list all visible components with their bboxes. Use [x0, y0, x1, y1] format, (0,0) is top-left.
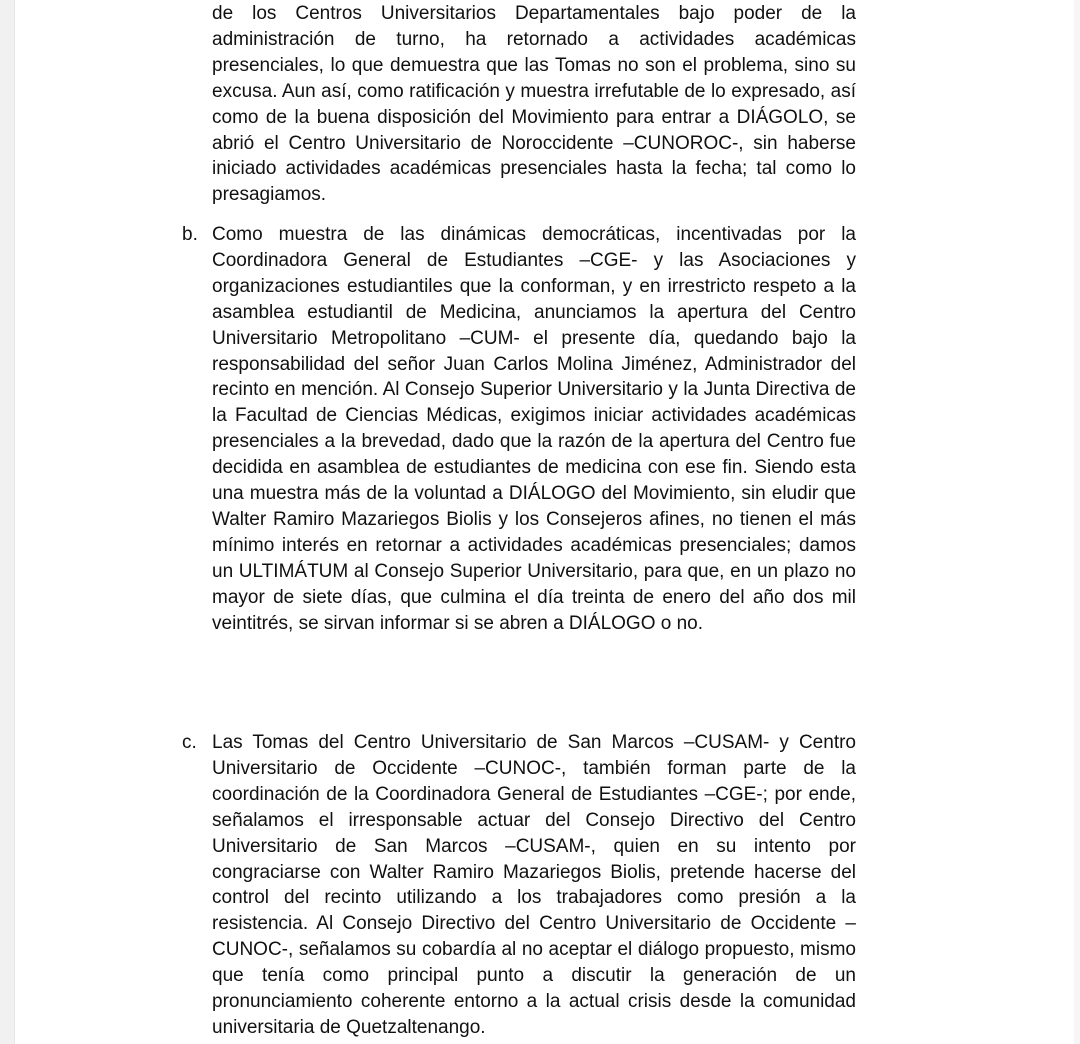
continuation-paragraph: de los Centros Universitarios Departamentales bajo poder de la administración de turno, ha retornado a actividades académicas presenciales, lo que demuestra que las Tomas no son el problema, sino su excusa. Aun así, como ratificación y muestra irrefutable de lo expresado, así como de la buena disposición del Movimiento para entrar a DIÁGOLO, se abrió el Centro Universitario de Noroccidente –CUNOROC-, sin haberse iniciado actividades académicas presenciales hasta la fecha; tal como lo presagiamos. [212, 3, 856, 206]
list-marker-b: b. [182, 224, 198, 245]
list-item-b-text: Como muestra de las dinámicas democráticas, incentivadas por la Coordinadora General de Estudiantes –CGE- y las Asociaciones y organizaciones estudiantiles que la conforman, y en irrestricto respeto a la asamblea estudiantil de Medicina, anunciamos la apertura del Centro Universitario Metropolitano –CUM- el presente día, quedando bajo la responsabilidad del señor Juan Carlos Molina Jiménez, Administrador del recinto en mención. Al Consejo Superior Universitario y la Junta Directiva de la Facultad de Ciencias Médicas, exigimos iniciar actividades académicas presenciales a la brevedad, dado que la razón de la apertura del Centro fue decidida en asamblea de estudiantes de medicina con ese fin. Siendo esta una muestra más de la voluntad a DIÁLOGO del Movimiento, sin eludir que Walter Ramiro Mazariegos Biolis y los Consejeros afines, no tienen el más mínimo interés en retornar a actividades académicas presenciales; damos un ULTIMÁTUM al Consejo Superior Universitario, para que, en un plazo no mayor de siete días, que culmina el día treinta de enero del año dos mil veintitrés, se sirvan informar si se abren a DIÁLOGO o no. [212, 224, 856, 634]
page-right-edge [1074, 0, 1080, 1044]
page-left-edge [0, 0, 15, 1044]
list-marker-c: c. [182, 732, 197, 753]
list-item-c-text: Las Tomas del Centro Universitario de San Marcos –CUSAM- y Centro Universitario de Occidente –CUNOC-, también forman parte de la coordinación de la Coordinadora General de Estudiantes –CGE-; por ende, señalamos el irresponsable actuar del Consejo Directivo del Centro Universitario de San Marcos –CUSAM-, quien en su intento por congraciarse con Walter Ramiro Mazariegos Biolis, pretende hacerse del control del recinto utilizando a los trabajadores como presión a la resistencia. Al Consejo Directivo del Centro Universitario de Occidente –CUNOC-, señalamos su cobardía al no aceptar el diálogo propuesto, mismo que tenía como principal punto a discutir la generación de un pronunciamiento coherente entorno a la actual crisis desde la comunidad universitaria de Quetzaltenango. [212, 732, 856, 1038]
list-item-b [182, 222, 856, 637]
list-item-c [182, 730, 856, 1041]
